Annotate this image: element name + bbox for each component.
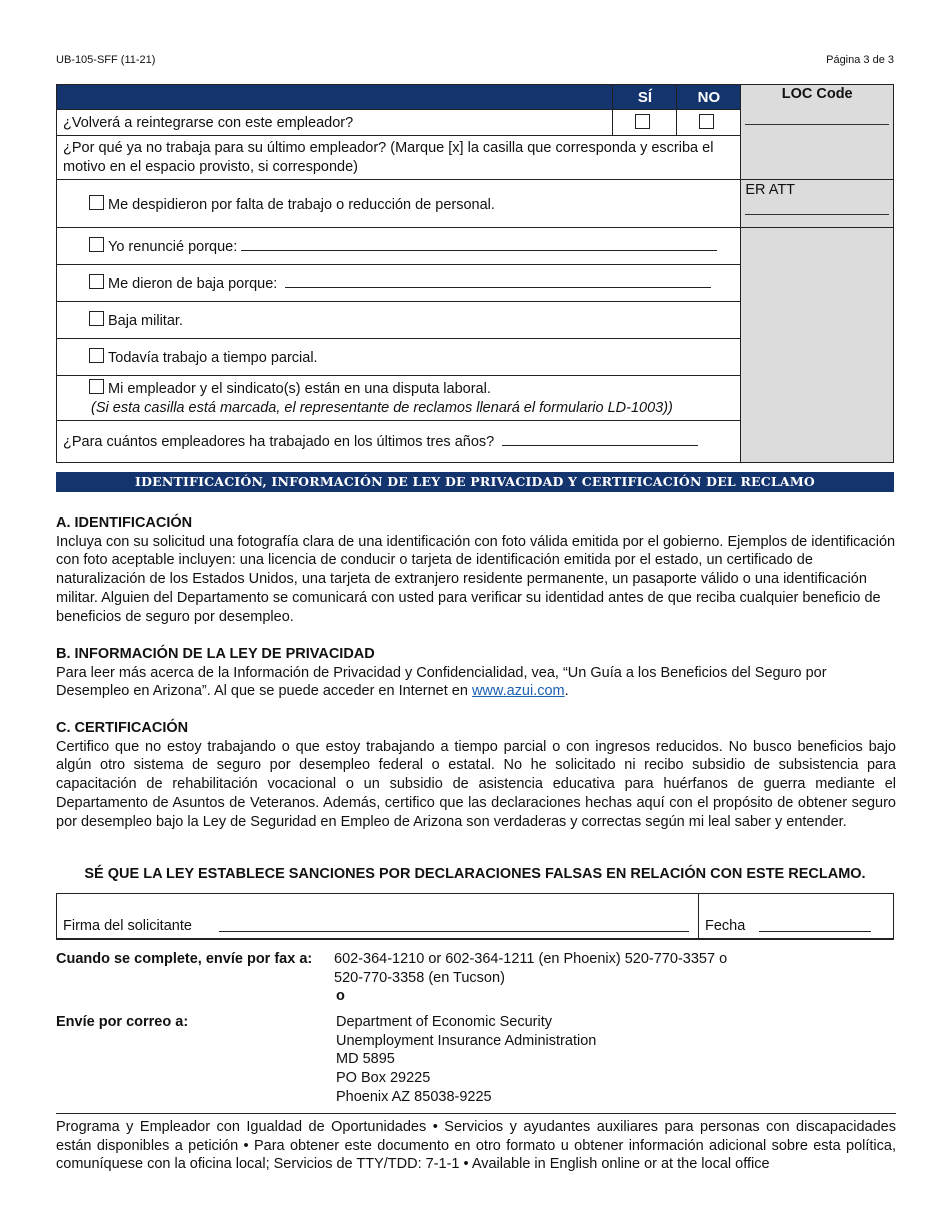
section-a-text: Incluya con su solicitud una fotografía clara de una identificación con foto válida emitida por el gobierno. Ejemplos de identificación con foto aceptable incluyen: una licencia de conducir o tarjeta de identificación emitida por el estado, un certificado de naturalización de los Estados Unidos, una tarjeta de extranjero residente permanente, un pasaporte válido o una identificación militar. Alguien del Departamento se comunicará con usted para verificar su identidad antes de que reciba cualquier beneficio de beneficios de seguro por desempleo.	[56, 533, 896, 625]
q-return: ¿Volverá a reintegrarse con este empleador?	[57, 110, 613, 136]
fired-checkbox[interactable]	[89, 274, 104, 289]
date-label: Fecha	[705, 918, 746, 934]
mail-line: Department of Economic Security	[336, 1014, 552, 1030]
er-att-cell	[741, 180, 894, 228]
section-c	[56, 719, 896, 831]
azui-link[interactable]: www.azui.com	[471, 683, 565, 700]
opt-dispute-note: (Si esta casilla está marcada, el representante de reclamos llenará el formulario LD-1003))	[91, 399, 673, 416]
page-number: Página 3 de 3	[826, 54, 894, 66]
section-b-text: Para leer más acerca de la Información de Privacidad y Confidencialidad, vea, “Un Guía a los Beneficios del Seguro por Desempleo en Arizona”. Al que se puede acceder en Internet en	[56, 664, 827, 700]
opt-laidoff: Me despidieron por falta de trabajo o reducción de personal.	[108, 196, 495, 213]
q-why: ¿Por qué ya no trabaja para su último empleador? (Marque [x] la casilla que corresponda y escriba el motivo en el espacio provisto, si corresponde)	[57, 136, 741, 180]
section-c-title: C. CERTIFICACIÓN	[56, 720, 189, 736]
form-id: UB-105-SFF (11-21)	[56, 54, 156, 66]
fax-or: o	[336, 988, 345, 1005]
penalty-statement: SÉ QUE LA LEY ESTABLECE SANCIONES POR DECLARACIONES FALSAS EN RELACIÓN CON ESTE RECLAMO.	[84, 866, 866, 882]
date-line[interactable]	[759, 931, 871, 932]
loc-code-label: LOC Code	[781, 86, 853, 102]
dispute-checkbox[interactable]	[89, 379, 104, 394]
return-no-checkbox[interactable]	[699, 114, 714, 129]
mail-line: MD 5895	[336, 1051, 395, 1068]
quit-checkbox[interactable]	[89, 237, 104, 252]
section-b: B. INFORMACIÓN DE LA LEY DE PRIVACIDAD Para leer más acerca de la Información de Privacidad y Confidencialidad, vea, “Un Guía a los Beneficios del Seguro por Desempleo en Arizona”. Al que se puede acceder en Internet en www.azui.com.	[56, 645, 896, 701]
quit-reason-line[interactable]	[241, 238, 717, 251]
fax-numbers	[334, 950, 727, 1006]
section-a-title: A. IDENTIFICACIÓN	[56, 515, 193, 531]
mail-line: Unemployment Insurance Administration	[336, 1032, 597, 1049]
fax-label: Cuando se complete, envíe por fax a:	[56, 951, 313, 967]
header-blank	[57, 85, 613, 110]
loc-code-cell	[741, 85, 894, 180]
signature-label: Firma del solicitante	[63, 918, 192, 934]
opt-quit: Yo renuncié porque:	[108, 239, 238, 255]
er-att-line[interactable]	[745, 214, 889, 215]
parttime-checkbox[interactable]	[89, 348, 104, 363]
opt-dispute: Mi empleador y el sindicato(s) están en una disputa laboral.	[108, 381, 491, 397]
er-att-label: ER ATT	[745, 182, 796, 198]
loc-code-line[interactable]	[745, 124, 889, 125]
military-checkbox[interactable]	[89, 311, 104, 326]
return-yes-checkbox[interactable]	[635, 114, 650, 129]
opt-fired: Me dieron de baja porque:	[108, 276, 278, 292]
section-b-title: B. INFORMACIÓN DE LA LEY DE PRIVACIDAD	[56, 646, 375, 662]
employment-table	[56, 84, 894, 463]
section-banner: IDENTIFICACIÓN, INFORMACIÓN DE LEY DE PRIVACIDAD Y CERTIFICACIÓN DEL RECLAMO	[56, 472, 894, 492]
employers-count-line[interactable]	[502, 433, 698, 446]
fired-reason-line[interactable]	[285, 275, 711, 288]
section-a	[56, 514, 896, 626]
fax-line-2: 520-770-3358 (en Tucson)	[334, 969, 505, 986]
laidoff-checkbox[interactable]	[89, 195, 104, 210]
mail-line: Phoenix AZ 85038-9225	[336, 1088, 492, 1105]
mail-label: Envíe por correo a:	[56, 1014, 189, 1030]
fax-line-1: 602-364-1210 or 602-364-1211 (en Phoenix) 520-770-3357 o	[334, 951, 728, 967]
section-c-text: Certifico que no estoy trabajando o que estoy trabajando a tiempo parcial o con ingresos reducidos. No busco beneficios bajo algún otro sistema de seguro por desempleo federal o estatal. No he solicitado ni recibo subsidio de subsistencia para capacitación de rehabilitación vocacional o un subsidio de asistencia educativa para huérfanos de guerra mediante el Departamento de Asuntos de Veteranos. Además, certifico que las declaraciones hechas aquí con el propósito de obtener seguro por desempleo bajo la Ley de Seguridad en Empleo de Arizona son verdaderas y correctas según mi leal saber y entender.	[56, 738, 896, 830]
col-yes: SÍ	[613, 85, 677, 110]
mail-address	[336, 1013, 596, 1107]
footer: Programa y Empleador con Igualdad de Oportunidades • Servicios y ayudantes auxiliares para personas con discapacidades están disponibles a petición • Para obtener este documento en otro formato u obtener información adicional sobre esta política, comuníquese con la oficina local; Servicios de TTY/TDD: 7-1-1 • Available in English online or at the local office	[56, 1113, 896, 1174]
col-no: NO	[677, 85, 741, 110]
signature-line[interactable]	[219, 931, 689, 932]
gray-column	[741, 228, 894, 463]
opt-military: Baja militar.	[108, 313, 183, 329]
opt-parttime: Todavía trabajo a tiempo parcial.	[108, 350, 318, 366]
mail-line: PO Box 29225	[336, 1070, 431, 1087]
signature-box	[56, 893, 894, 940]
q-employers: ¿Para cuántos empleadores ha trabajado en los últimos tres años?	[63, 434, 495, 450]
